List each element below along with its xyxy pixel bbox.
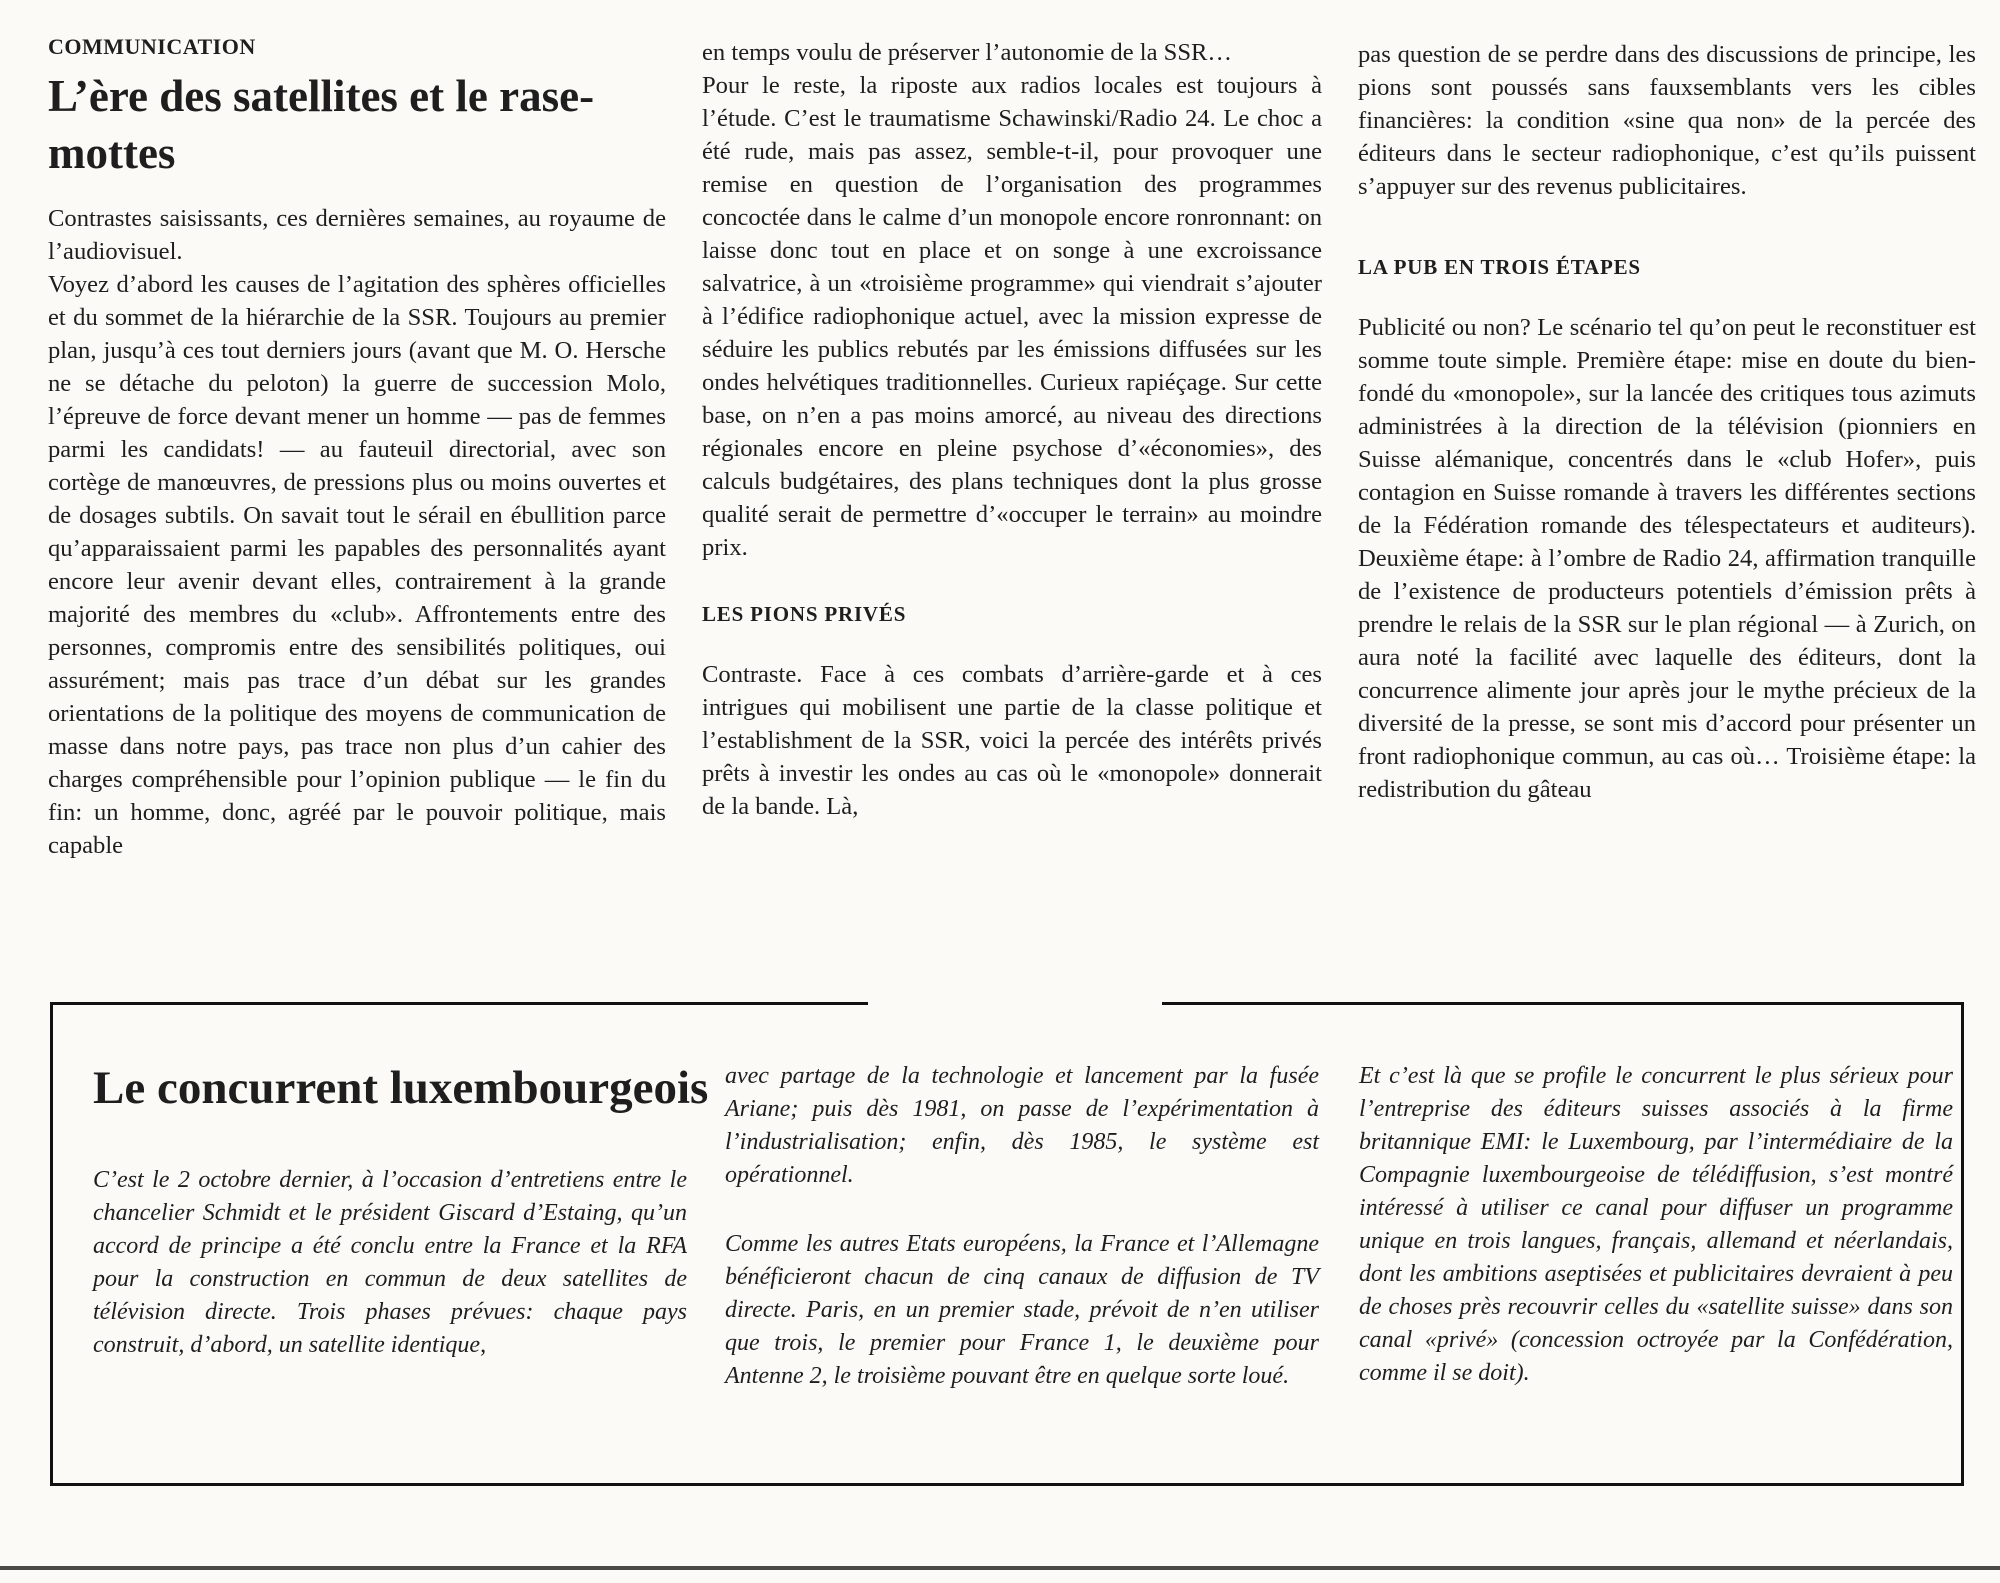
article-body-col2-b bbox=[702, 658, 1322, 823]
box-title: Le concurrent luxembourgeois bbox=[93, 1062, 709, 1114]
article-column-2 bbox=[702, 0, 1322, 823]
paragraph: Contrastes saisissants, ces dernières semaines, au royaume de l’audiovisuel. bbox=[48, 205, 666, 265]
article-column-3 bbox=[1358, 0, 1976, 806]
box-column-3 bbox=[1359, 1060, 1991, 1426]
paragraph: Contraste. Face à ces combats d’arrière-garde et à ces intrigues qui mobilisent une partie de la classe politique et l’establishment de la SSR, voici la percée des intérêts privés prêts à investir les ondes au cas où le «monopole» donnerait de la bande. Là, bbox=[702, 661, 1322, 820]
paragraph: en temps voulu de préserver l’autonomie de la SSR… bbox=[702, 39, 1233, 66]
box-body-col3 bbox=[1359, 1060, 1953, 1390]
article-body-col1 bbox=[48, 202, 666, 862]
paragraph: Voyez d’abord les causes de l’agitation des sphères officielles et du sommet de la hiérarchie de la SSR. Toujours au premier plan, jusqu’à ces tout derniers jours (avant que M. O. Hersche ne se détache du peloton) la guerre de succession Molo, l’épreuve de force devant mener un homme — pas de femmes parmi les candidats! — au fauteuil directorial, avec son cortège de manœuvres, de pressions plus ou moins ouvertes et de dosages subtils. On savait tout le sérail en ébullition parce qu’apparaissaient parmi les papables des personnalités ayant encore leur avenir devant elles, contrairement à la grande majorité des membres du «club». Affrontements entre des personnes, compromis entre des sensibilités politiques, oui assurément; mais pas trace d’un débat sur les grandes orientations de la politique des moyens de communication de masse dans notre pays, pas trace non plus d’un cahier des charges compréhensible pour l’opinion publique — le fin du fin: un homme, donc, agréé par le pouvoir politique, mais capable bbox=[48, 271, 666, 859]
paragraph: Et c’est là que se profile le concurrent le plus sérieux pour l’entreprise des éditeurs suisses associés à la firme britannique EMI: le Luxembourg, par l’intermédiaire de la Compagnie luxembourgeoise de télédiffusion, s’est montré intéressé à utiliser ce canal pour diffuser un programme unique en trois langues, français, allemand et néerlandais, dont les ambitions aseptisées et publicitaires devraient à peu de choses près recouvrir celles du «satellite suisse» dans son canal «privé» (concession octroyée par la Confédération, comme il se doit). bbox=[1359, 1063, 1953, 1386]
article-column-1 bbox=[48, 0, 666, 862]
subhead-pub-trois-etapes: LA PUB EN TROIS ÉTAPES bbox=[1358, 255, 1641, 279]
sidebar-box bbox=[50, 1002, 1964, 1486]
paragraph: pas question de se perdre dans des discussions de principe, les pions sont poussés sans fauxsemblants vers les cibles financières: la condition «sine qua non» de la percée des éditeurs dans le secteur radiophonique, c’est qu’ils puissent s’appuyer sur des revenus publicitaires. bbox=[1358, 41, 1976, 200]
article-headline: L’ère des satellites et le rase-mottes bbox=[48, 71, 595, 178]
box-body-col1 bbox=[93, 1164, 687, 1362]
box-column-2 bbox=[725, 1060, 1357, 1429]
paragraph: avec partage de la technologie et lancement par la fusée Ariane; puis dès 1981, on passe de l’expérimentation à l’industrialisation; enfin, dès 1985, le système est opérationnel. bbox=[725, 1063, 1319, 1188]
subhead-pions-prives: LES PIONS PRIVÉS bbox=[702, 602, 907, 626]
article-body-col3 bbox=[1358, 38, 1976, 203]
paragraph: Publicité ou non? Le scénario tel qu’on peut le reconstituer est somme toute simple. Première étape: mise en doute du bien-fondé du «monopole», sur la lancée des critiques tous azimuts administrées à la direction de la télévision (pionniers en Suisse alémanique, concentrés dans le «club Hofer», puis contagion en Suisse romande à travers les différentes sections de la Fédération romande des télespectateurs et auditeurs). Deuxième étape: à l’ombre de Radio 24, affirmation tranquille de l’existence de producteurs potentiels d’émission prêts à prendre le relais de la SSR sur le plan régional — à Zurich, on aura noté la facilité avec laquelle des éditeurs, dont la concurrence alimente jour après jour le mythe précieux de la diversité de la presse, se sont mis d’accord pour présenter un front radiophonique commun, au cas où… Troisième étape: la redistribution du gâteau bbox=[1358, 314, 1976, 803]
article-body-col2 bbox=[702, 36, 1322, 564]
box-body-col2 bbox=[725, 1060, 1319, 1393]
box-column-1 bbox=[93, 1002, 725, 1398]
article-body-col3-b bbox=[1358, 311, 1976, 806]
article-kicker: COMMUNICATION bbox=[48, 34, 256, 59]
paragraph: Pour le reste, la riposte aux radios locales est toujours à l’étude. C’est le traumatisme Schawinski/Radio 24. Le choc a été rude, mais pas assez, semble-t-il, pour provoquer une remise en question de l’organisation des programmes concoctée dans le calme d’un monopole encore ronronnant: on laisse donc tout en place et on songe à une excroissance salvatrice, à un «troisième programme» qui viendrait s’ajouter à l’édifice radiophonique actuel, avec la mission expresse de séduire les publics rebutés par les émissions diffusées sur les ondes helvétiques traditionnelles. Curieux rapiéçage. Sur cette base, on n’en a pas moins amorcé, au niveau des directions régionales encore en pleine psychose d’«économies», des calculs budgétaires, des plans techniques dont la plus grosse qualité serait de permettre d’«occuper le terrain» au moindre prix. bbox=[702, 72, 1322, 561]
paragraph: C’est le 2 octobre dernier, à l’occasion d’entretiens entre le chancelier Schmidt et le président Giscard d’Estaing, qu’un accord de principe a été conclu entre la France et la RFA pour la construction en commun de deux satellites de télévision directe. Trois phases prévues: chaque pays construit, d’abord, un satellite identique, bbox=[93, 1167, 687, 1358]
paragraph: Comme les autres Etats européens, la France et l’Allemagne bénéficieront chacun de cinq canaux de diffusion de TV directe. Paris, en un premier stade, prévoit de n’en utiliser que trois, le premier pour France 1, le deuxième pour Antenne 2, le troisième pouvant être en quelque sorte loué. bbox=[725, 1231, 1319, 1389]
scan-edge-line bbox=[0, 1566, 2000, 1570]
